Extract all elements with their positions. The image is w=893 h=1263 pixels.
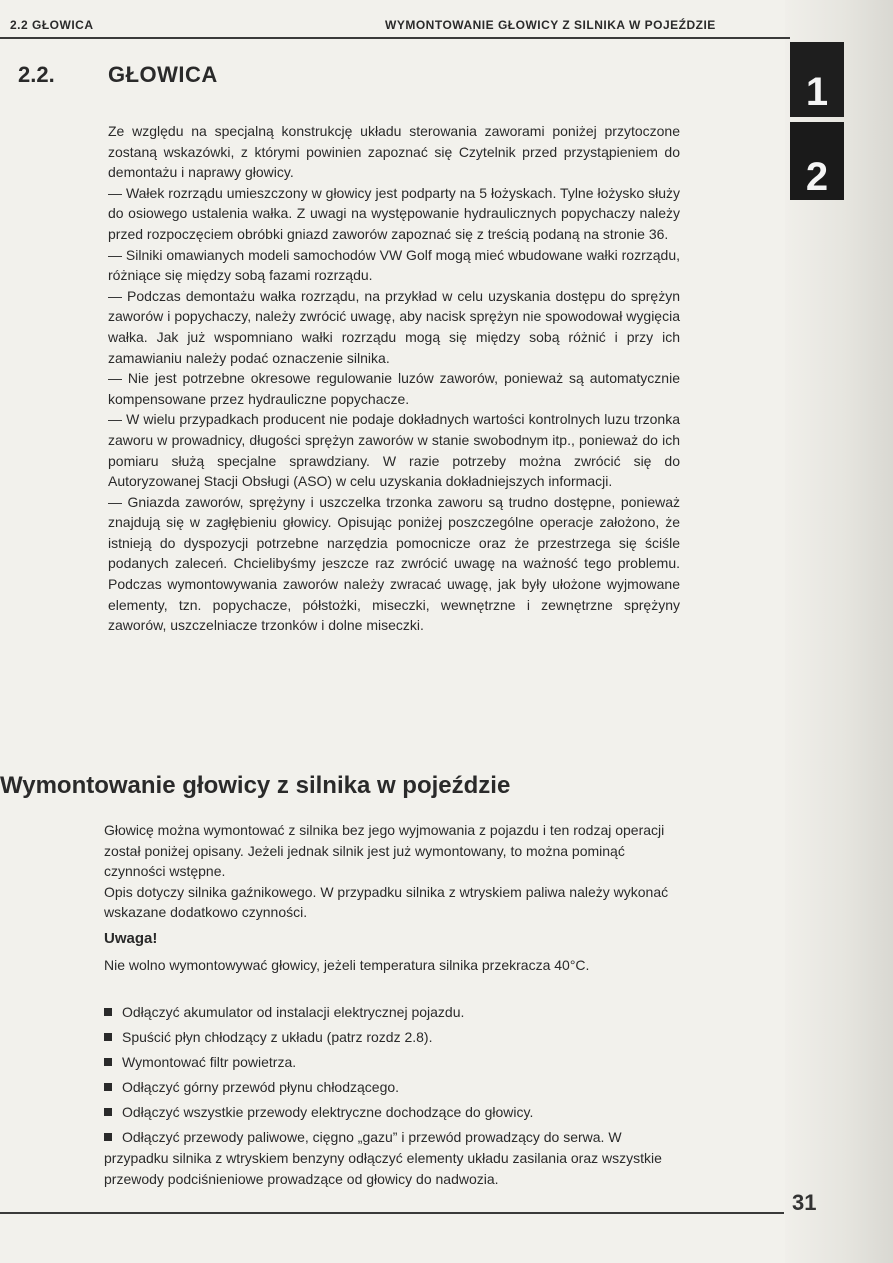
list-item: Odłączyć wszystkie przewody elektryczne dochodzące do głowicy. [104,1102,679,1123]
bullet-square-icon [104,1108,112,1116]
paragraph: — Silniki omawianych modeli samochodów VW Golf mogą mieć wbudowane wałki rozrządu, różniące się między sobą fazami rozrządu. [108,246,680,284]
paragraph: — Wałek rozrządu umieszczony w głowicy jest podparty na 5 łożyskach. Tylne łożysko służy do osiowego ustalenia wałka. Z uwagi na występowanie hydraulicznych popychaczy należy przed rozpoczęciem obróbki gniazd zaworów zapoznać się z treścią podaną na stronie 36. [108,184,680,242]
list-item: Spuścić płyn chłodzący z układu (patrz rozdz 2.8). [104,1027,679,1048]
bullet-square-icon [104,1033,112,1041]
section-body [108,121,680,636]
subsection-intro [104,820,676,923]
bullet-square-icon [104,1058,112,1066]
paragraph: — Gniazda zaworów, sprężyny i uszczelka trzonka zaworu są trudno dostępne, ponieważ znajdują się w zagłębieniu głowicy. Opisując poniżej poszczególne operacje założono, że istnieją do dyspozycji potrzebne narzędzia pomocnicze oraz że przestrzega się ściśle podanych zaleceń. Chcielibyśmy jeszcze raz zwrócić uwagę na ważność tego problemu. Podczas wymontowywania zaworów należy zwracać uwagę, jak były ułożone wyjmowane elementy, tzn. popychacze, półstożki, miseczki, wewnętrzne i zewnętrzne sprężyny zaworów, uszczelniacze trzonków i dolne miseczki. [108,493,680,634]
page-number: 31 [792,1190,817,1215]
header-divider [0,37,790,39]
procedure-steps [104,1002,679,1194]
paragraph: Ze względu na specjalną konstrukcję układu sterowania zaworami poniżej przytoczone zostaną wskazówki, z którymi powinien zapoznać się Czytelnik przed przystąpieniem do demontażu i naprawy głowicy. [108,123,680,181]
bullet-square-icon [104,1133,112,1141]
bullet-square-icon [104,1083,112,1091]
list-item: Odłączyć górny przewód płynu chłodzącego. [104,1077,679,1098]
list-item: Odłączyć przewody paliwowe, cięgno „gazu” i przewód prowadzący do serwa. W przypadku silnika z wtryskiem benzyny odłączyć elementy układu zasilania oraz wszystkie przewody podciśnieniowe prowadzące od głowicy do nadwozia. [104,1129,662,1187]
section-title: GŁOWICA [108,62,218,87]
bullet-square-icon [104,1008,112,1016]
list-item: Wymontować filtr powietrza. [104,1052,679,1073]
paragraph: — W wielu przypadkach producent nie podaje dokładnych wartości kontrolnych luzu trzonka zaworu w prowadnicy, długości sprężyn zaworów w stanie swobodnym itp., ponieważ do ich pomiaru służą specjalne sprawdziany. W razie potrzeby można zwrócić się do Autoryzowanej Stacji Obsługi (ASO) w celu uzyskania dokładniejszych informacji. [108,411,680,490]
footer-divider [0,1212,784,1214]
warning-text: Nie wolno wymontowywać głowicy, jeżeli temperatura silnika przekracza 40°C. [104,957,590,973]
paragraph: — Podczas demontażu wałka rozrządu, na przykład w celu uzyskania dostępu do sprężyn zaworów i popychaczy, należy zwrócić uwagę, aby nacisk sprężyn nie spowodował wygięcia wałka. Jak już wspomniano wałki rozrządu mogą się między sobą różnić i przy ich zamawianiu należy podać oznaczenie silnika. [108,287,680,366]
chapter-tab-2: 2 [790,122,844,200]
list-item: Odłączyć akumulator od instalacji elektrycznej pojazdu. [104,1002,679,1023]
subsection-title: Wymontowanie głowicy z silnika w pojeździe [0,772,511,799]
section-number: 2.2. [18,62,55,87]
running-header-left: 2.2 GŁOWICA [10,18,94,32]
paragraph: Opis dotyczy silnika gaźnikowego. W przypadku silnika z wtryskiem paliwa należy wykonać wskazane dodatkowo czynności. [104,883,669,921]
paragraph: Głowicę można wymontować z silnika bez jego wyjmowania z pojazdu i ten rodzaj operacji został poniżej opisany. Jeżeli jednak silnik jest już wymontowany, to można pominąć czynności wstępne. [104,822,665,880]
chapter-tab-1: 1 [790,42,844,117]
running-header-right: WYMONTOWANIE GŁOWICY Z SILNIKA W POJEŹDZIE [385,18,716,32]
paragraph: — Nie jest potrzebne okresowe regulowanie luzów zaworów, ponieważ są automatycznie kompensowane przez hydrauliczne popychacze. [108,370,680,407]
warning-title: Uwaga! [104,930,158,947]
